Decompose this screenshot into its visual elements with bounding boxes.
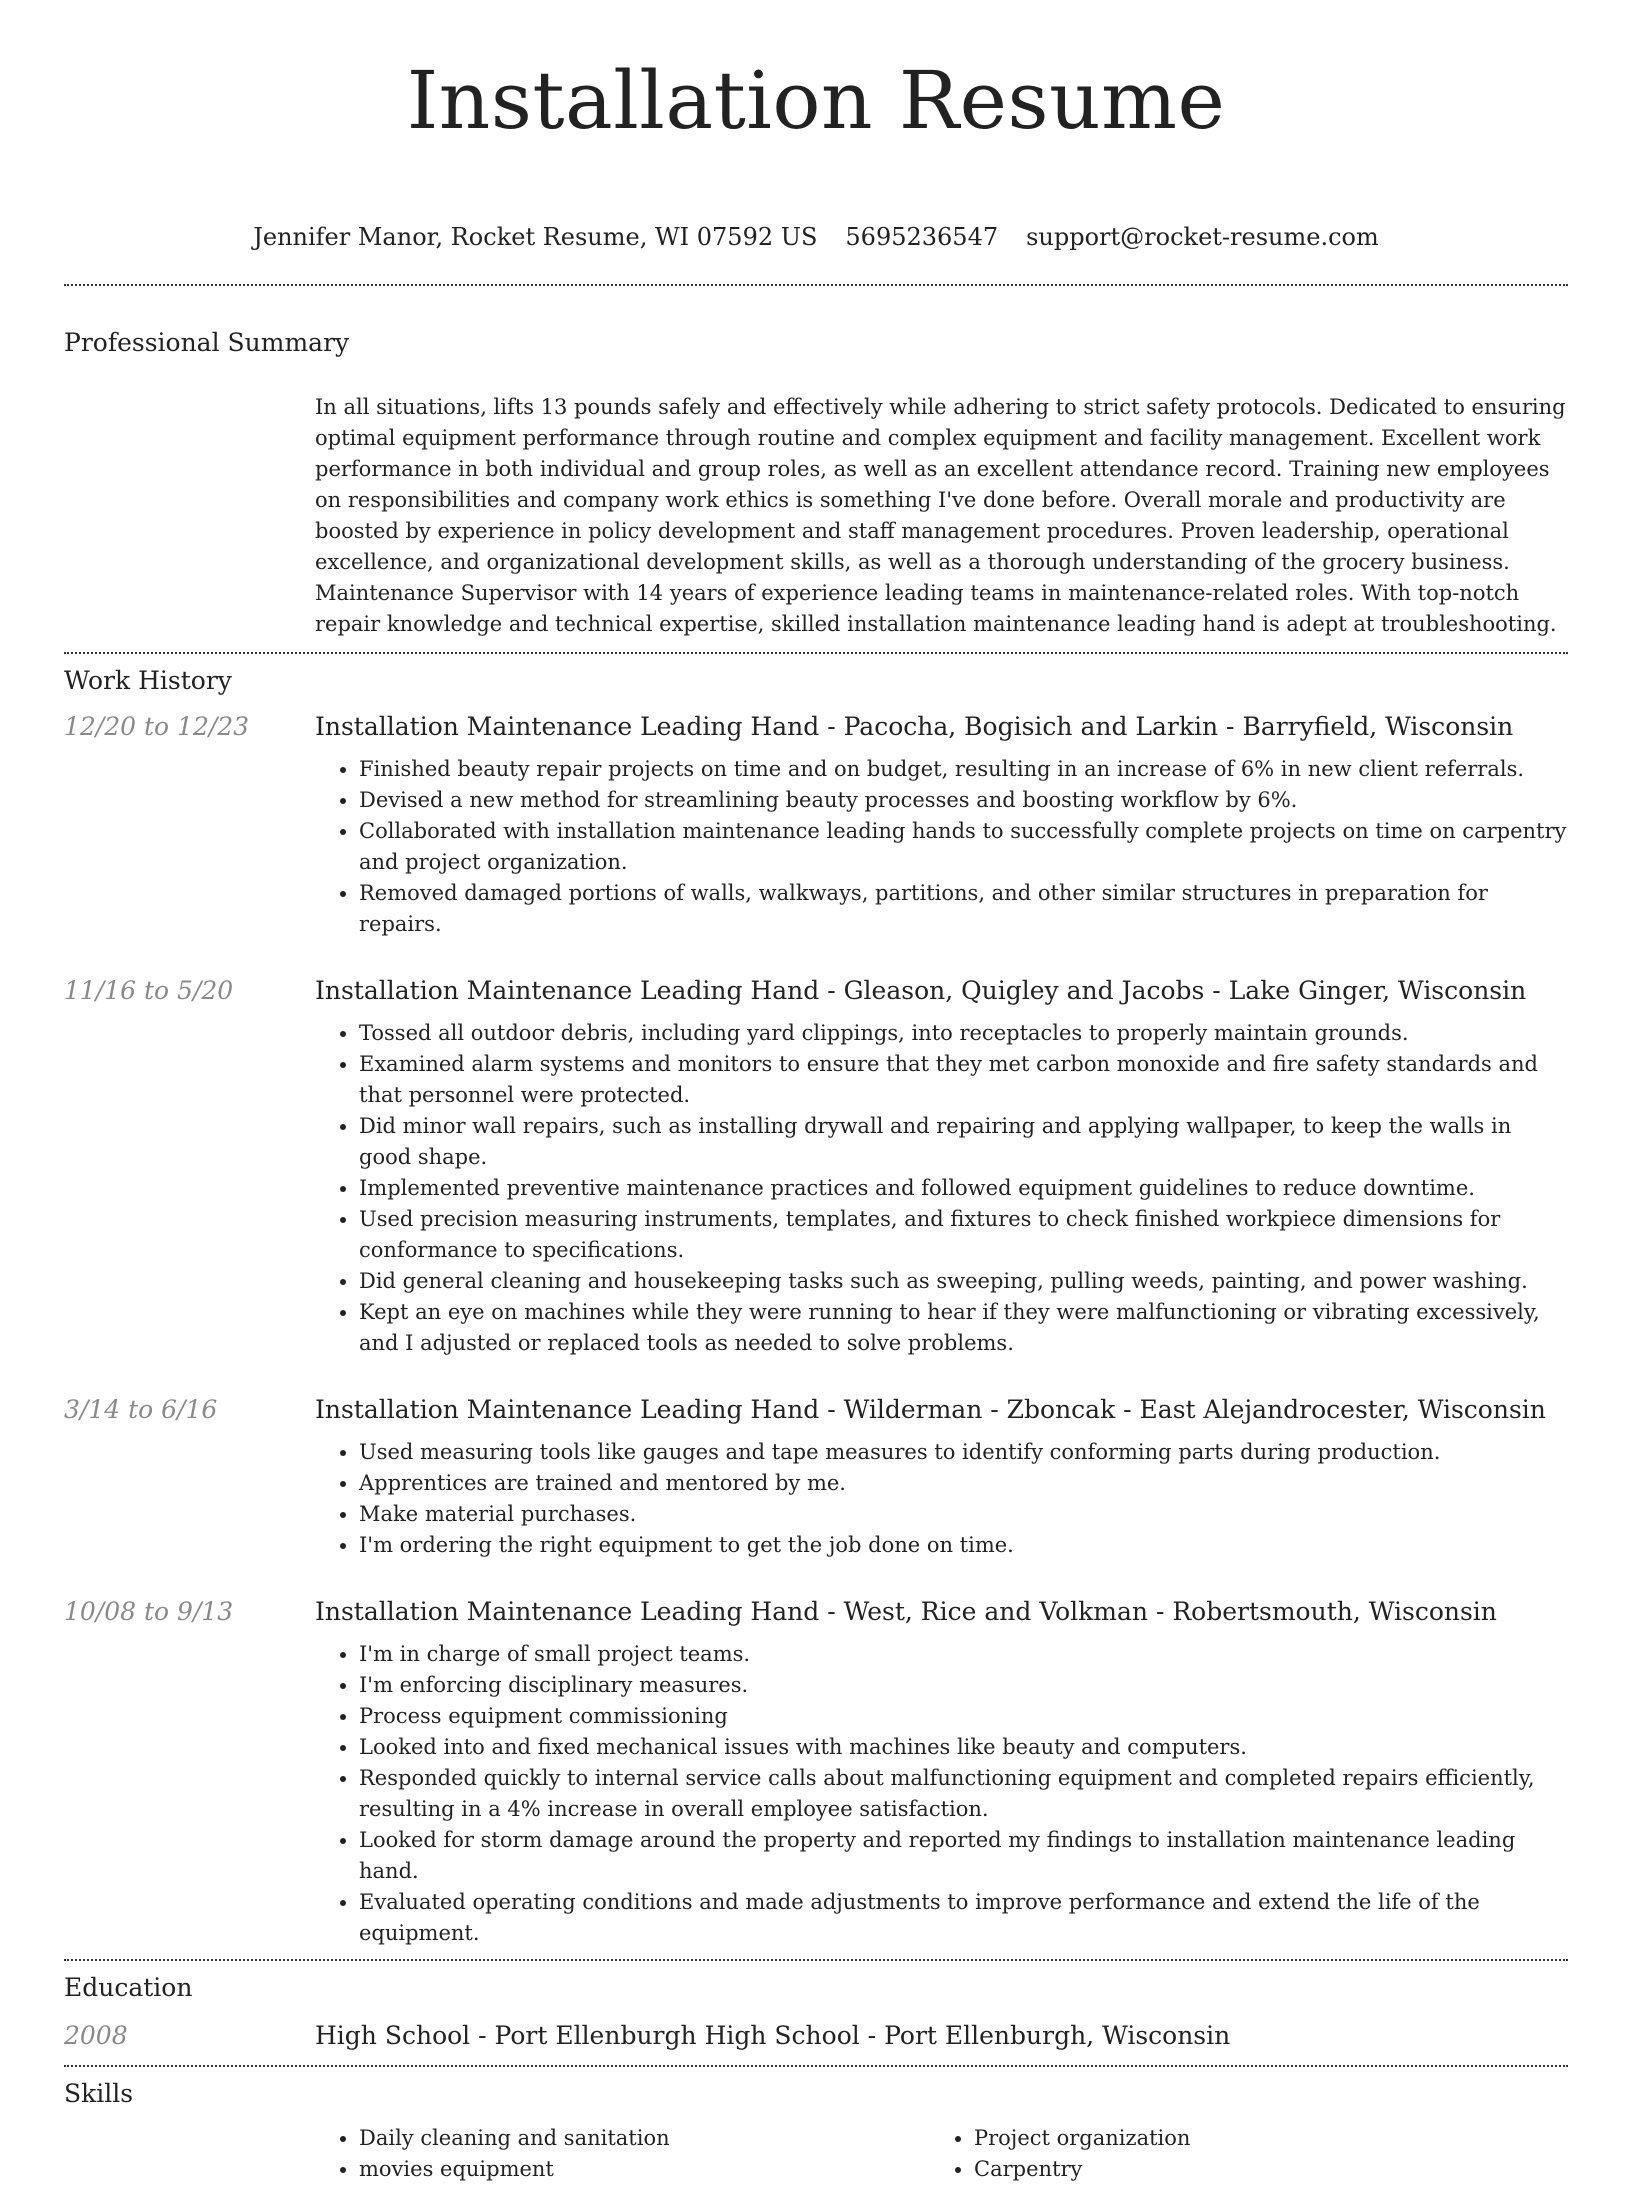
job-dates: 12/20 to 12/23	[64, 712, 250, 741]
job-entry	[64, 1595, 1568, 1949]
job-dates: 11/16 to 5/20	[64, 976, 234, 1005]
job-dates: 3/14 to 6/16	[64, 1395, 218, 1424]
list-item: • Process equipment commissioning	[359, 1701, 1568, 1732]
list-item: • Responded quickly to internal service calls about malfunctioning equipment and completed repairs efficiently, resulting in a 4% increase in overall employee satisfaction.	[359, 1763, 1568, 1825]
job-title: Installation Maintenance Leading Hand - Wilderman - Zboncak - East Alejandrocester, Wisconsin	[315, 1395, 1546, 1424]
education-year: 2008	[64, 2021, 128, 2050]
list-item: • Implemented preventive maintenance practices and followed equipment guidelines to reduce downtime.	[359, 1173, 1568, 1204]
job-dates: 10/08 to 9/13	[64, 1597, 234, 1626]
job-entry	[64, 710, 1568, 940]
list-item: • Looked for storm damage around the property and reported my findings to installation maintenance leading hand.	[359, 1825, 1568, 1887]
summary-heading: Professional Summary	[64, 328, 350, 357]
list-item: • Did general cleaning and housekeeping tasks such as sweeping, pulling weeds, painting, and power washing.	[359, 1266, 1568, 1297]
skills-column-left	[315, 2123, 930, 2185]
skills-heading: Skills	[64, 2079, 134, 2108]
education-heading: Education	[64, 1973, 193, 2002]
list-item: • Did minor wall repairs, such as installing drywall and repairing and applying wallpaper, to keep the walls in good shape.	[359, 1111, 1568, 1173]
list-item: • I'm in charge of small project teams.	[359, 1639, 1568, 1670]
job-bullets	[315, 1018, 1568, 1359]
list-item: • Devised a new method for streamlining beauty processes and boosting workflow by 6%.	[359, 785, 1568, 816]
work-history-heading: Work History	[64, 666, 232, 695]
list-item: • Examined alarm systems and monitors to ensure that they met carbon monoxide and fire safety standards and that personnel were protected.	[359, 1049, 1568, 1111]
list-item: • Used measuring tools like gauges and tape measures to identify conforming parts during production.	[359, 1437, 1568, 1468]
skills-column-right	[930, 2123, 1545, 2185]
education-entry	[64, 2019, 1568, 2065]
list-item: • Removed damaged portions of walls, walkways, partitions, and other similar structures in preparation for repairs.	[359, 878, 1568, 940]
list-item: • Looked into and fixed mechanical issues with machines like beauty and computers.	[359, 1732, 1568, 1763]
skill-item: • Carpentry	[974, 2154, 1545, 2185]
contact-address: Jennifer Manor, Rocket Resume, WI 07592 US	[253, 223, 818, 251]
job-title: Installation Maintenance Leading Hand - Pacocha, Bogisich and Larkin - Barryfield, Wisconsin	[315, 712, 1514, 741]
job-entry	[64, 974, 1568, 1359]
skill-item: • movies equipment	[359, 2154, 930, 2185]
list-item: • I'm ordering the right equipment to get the job done on time.	[359, 1530, 1568, 1561]
job-bullets	[315, 1437, 1568, 1561]
list-item: • I'm enforcing disciplinary measures.	[359, 1670, 1568, 1701]
resume-page	[64, 0, 1568, 2185]
list-item: • Finished beauty repair projects on time and on budget, resulting in an increase of 6% in new client referrals.	[359, 754, 1568, 785]
list-item: • Make material purchases.	[359, 1499, 1568, 1530]
contact-email: support@rocket-resume.com	[1026, 223, 1379, 251]
contact-line	[64, 222, 1568, 252]
list-item: • Used precision measuring instruments, templates, and fixtures to check finished workpiece dimensions for conformance to specifications.	[359, 1204, 1568, 1266]
list-item: • Evaluated operating conditions and made adjustments to improve performance and extend the life of the equipment.	[359, 1887, 1568, 1949]
list-item: • Kept an eye on machines while they were running to hear if they were malfunctioning or vibrating excessively, and I adjusted or replaced tools as needed to solve problems.	[359, 1297, 1568, 1359]
job-title: Installation Maintenance Leading Hand - West, Rice and Volkman - Robertsmouth, Wisconsin	[315, 1597, 1497, 1626]
summary-text: In all situations, lifts 13 pounds safely and effectively while adhering to strict safety protocols. Dedicated to ensuring optimal equipment performance through routine and complex equipment and facility management. Excellent work performance in both individual and group roles, as well as an excellent attendance record. Training new employees on responsibilities and company work ethics is something I've done before. Overall morale and productivity are boosted by experience in policy development and staff management procedures. Proven leadership, operational excellence, and organizational development skills, as well as a thorough understanding of the grocery business. Maintenance Supervisor with 14 years of experience leading teams in maintenance-related roles. With top-notch repair knowledge and technical expertise, skilled installation maintenance leading hand is adept at troubleshooting.	[315, 395, 1566, 636]
education-detail: High School - Port Ellenburgh High School - Port Ellenburgh, Wisconsin	[315, 2021, 1231, 2050]
list-item: • Apprentices are trained and mentored by me.	[359, 1468, 1568, 1499]
job-title: Installation Maintenance Leading Hand - Gleason, Quigley and Jacobs - Lake Ginger, Wisconsin	[315, 976, 1527, 1005]
skill-item: • Daily cleaning and sanitation	[359, 2123, 930, 2154]
resume-title: Installation Resume	[406, 54, 1226, 147]
list-item: • Tossed all outdoor debris, including yard clippings, into receptacles to properly maintain grounds.	[359, 1018, 1568, 1049]
job-entry	[64, 1393, 1568, 1561]
work-history-list	[64, 710, 1568, 1949]
job-bullets	[315, 754, 1568, 940]
job-bullets	[315, 1639, 1568, 1949]
skill-item: • Project organization	[974, 2123, 1545, 2154]
contact-phone: 5695236547	[845, 223, 999, 251]
list-item: • Collaborated with installation maintenance leading hands to successfully complete projects on time on carpentry and project organization.	[359, 816, 1568, 878]
skills-grid	[315, 2123, 1568, 2185]
